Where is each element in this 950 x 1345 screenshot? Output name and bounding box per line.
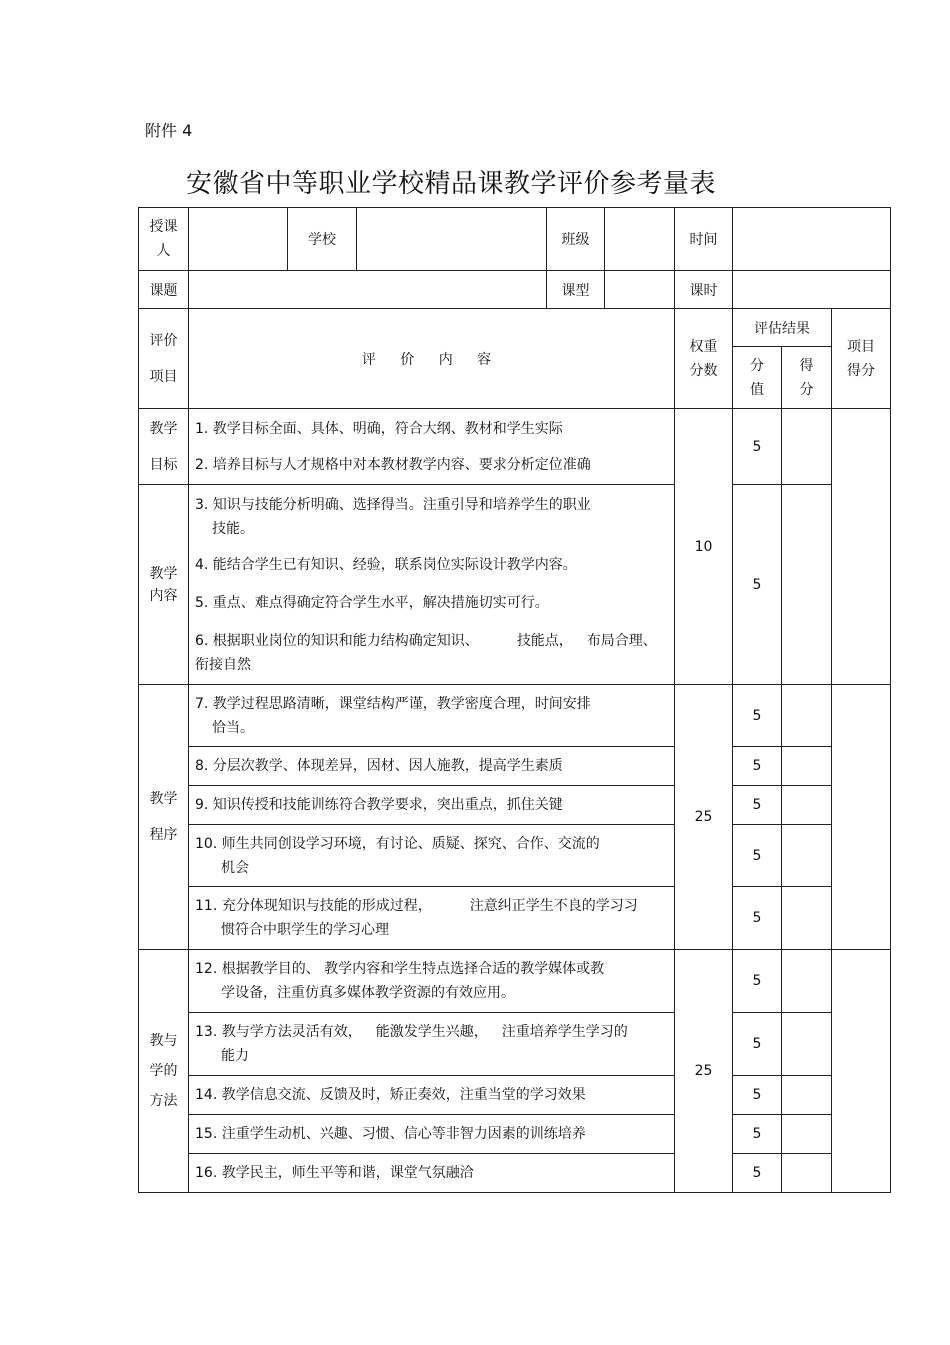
- teacher-label-cell: [139, 208, 189, 271]
- score-content: 5: [733, 485, 782, 685]
- teacher-field[interactable]: [189, 208, 288, 271]
- item-13-part1: 13. 教与学方法灵活有效，: [195, 1024, 362, 1040]
- col-score-got-l1: 得: [799, 357, 814, 374]
- school-label: 学校: [288, 208, 357, 271]
- teacher-label-line1: 授课: [149, 219, 178, 235]
- col-result: 评估结果: [733, 309, 832, 347]
- col-weight-l1: 权重: [689, 338, 718, 355]
- section-content-l1: 教学: [149, 565, 178, 582]
- item-6-line2: 衔接自然: [195, 656, 251, 673]
- item-2: 2. 培养目标与人才规格中对本教材教学内容、要求分析定位准确: [195, 456, 591, 473]
- score-12: 5: [733, 950, 782, 1013]
- hours-field[interactable]: [733, 271, 891, 309]
- item-4: 4. 能结合学生已有知识、经验，联系岗位实际设计教学内容。: [195, 556, 577, 573]
- section-method-l3: 方法: [149, 1093, 178, 1109]
- attachment-label: 附件 4: [145, 121, 193, 140]
- item-11: [189, 887, 675, 950]
- section-method-l2: 学的: [149, 1063, 178, 1079]
- col-weight: [675, 309, 733, 409]
- col-eval-item: [139, 309, 189, 409]
- item-13: [189, 1013, 675, 1076]
- section-goal-l1: 教学: [149, 420, 178, 437]
- score-goal: 5: [733, 409, 782, 485]
- item-16: 16. 教学民主，师生平等和谐，课堂气氛融洽: [189, 1154, 675, 1193]
- score-7: 5: [733, 685, 782, 747]
- item-13-part2: 能激发学生兴趣，: [375, 1024, 488, 1040]
- project-score-process-field[interactable]: [832, 685, 891, 950]
- teacher-label-line2: 人: [156, 243, 171, 259]
- got-8-field[interactable]: [782, 747, 832, 786]
- weight-goal-content: 10: [675, 409, 733, 685]
- got-11-field[interactable]: [782, 887, 832, 950]
- school-field[interactable]: [357, 208, 547, 271]
- section-process-l1: 教学: [149, 791, 178, 807]
- item-8: 8. 分层次教学、体现差异，因材、因人施教，提高学生素质: [189, 747, 675, 786]
- item-6-part3: 布局合理、: [586, 632, 657, 649]
- project-score-method-field[interactable]: [832, 950, 891, 1193]
- got-goal-field[interactable]: [782, 409, 832, 485]
- item-5: 5. 重点、难点得确定符合学生水平，解决措施切实可行。: [195, 594, 549, 611]
- col-eval-item-l2: 项目: [149, 368, 178, 385]
- col-eval-item-l1: 评价: [149, 332, 178, 349]
- col-score-got-l2: 分: [799, 381, 814, 398]
- item-11-part1: 11. 充分体现知识与技能的形成过程，: [195, 898, 432, 914]
- type-field[interactable]: [605, 271, 675, 309]
- item-3: [189, 493, 674, 541]
- evaluation-table: [138, 207, 891, 1193]
- score-11: 5: [733, 887, 782, 950]
- col-project-score: [832, 309, 891, 409]
- score-8: 5: [733, 747, 782, 786]
- got-12-field[interactable]: [782, 950, 832, 1013]
- time-field[interactable]: [733, 208, 891, 271]
- item-12-line2: 学设备，注重仿真多媒体教学资源的有效应用。: [221, 985, 515, 1001]
- item-6-part2: 技能点，: [516, 632, 573, 649]
- weight-process: 25: [675, 685, 733, 950]
- document-title: 安徽省中等职业学校精品课教学评价参考量表: [186, 169, 717, 199]
- item-7: [189, 685, 675, 747]
- col-weight-l2: 分数: [689, 362, 718, 379]
- item-10-line2: 机会: [221, 859, 249, 876]
- score-13: 5: [733, 1013, 782, 1076]
- item-3-line1: 3. 知识与技能分析明确、选择得当。注重引导和培养学生的职业: [195, 496, 591, 513]
- item-14: 14. 教学信息交流、反馈及时，矫正奏效，注重当堂的学习效果: [189, 1076, 675, 1115]
- class-field[interactable]: [605, 208, 675, 271]
- item-12-line1: 12. 根据教学目的、 教学内容和学生特点选择合适的教学媒体或教: [195, 961, 605, 977]
- got-16-field[interactable]: [782, 1154, 832, 1193]
- section-content-label: [139, 485, 189, 685]
- weight-method: 25: [675, 950, 733, 1193]
- section-method-label: [139, 950, 189, 1193]
- got-13-field[interactable]: [782, 1013, 832, 1076]
- time-label: 时间: [675, 208, 733, 271]
- col-eval-content-label: 评 价 内 容: [361, 351, 502, 368]
- score-10: 5: [733, 825, 782, 887]
- score-9: 5: [733, 786, 782, 825]
- item-7-line2: 恰当。: [212, 719, 254, 736]
- topic-field[interactable]: [189, 271, 547, 309]
- item-9: 9. 知识传授和技能训练符合教学要求，突出重点，抓住关键: [189, 786, 675, 825]
- item-3-line2: 技能。: [212, 520, 254, 537]
- section-goal-label: [139, 409, 189, 485]
- section-method-l1: 教与: [149, 1033, 178, 1049]
- got-content-field[interactable]: [782, 485, 832, 685]
- item-6: [189, 629, 674, 677]
- col-project-score-l2: 得分: [847, 362, 875, 379]
- col-project-score-l1: 项目: [847, 338, 875, 355]
- class-label: 班级: [547, 208, 605, 271]
- item-11-line2: 惯符合中职学生的学习心理: [221, 922, 389, 938]
- col-score-value: [733, 347, 782, 409]
- section-goal-l2: 目标: [149, 456, 178, 473]
- score-16: 5: [733, 1154, 782, 1193]
- project-score-goal-field[interactable]: [832, 409, 891, 685]
- topic-label: 课题: [139, 271, 189, 309]
- got-10-field[interactable]: [782, 825, 832, 887]
- type-label: 课型: [547, 271, 605, 309]
- got-15-field[interactable]: [782, 1115, 832, 1154]
- section-process-label: [139, 685, 189, 950]
- item-10-line1: 10. 师生共同创设学习环境，有讨论、质疑、探究、合作、交流的: [195, 835, 600, 852]
- item-10: [189, 825, 675, 887]
- item-13-part3: 注重培养学生学习的: [501, 1024, 628, 1040]
- section-content-l2: 内容: [149, 587, 178, 604]
- item-7-line1: 7. 教学过程思路清晰，课堂结构严谨，教学密度合理，时间安排: [195, 695, 591, 712]
- item-11-part2: 注意纠正学生不良的学习习: [469, 898, 638, 914]
- item-13-line2: 能力: [221, 1048, 249, 1064]
- score-14: 5: [733, 1076, 782, 1115]
- hours-label: 课时: [675, 271, 733, 309]
- score-15: 5: [733, 1115, 782, 1154]
- section-process-l2: 程序: [149, 827, 178, 843]
- item-15: 15. 注重学生动机、兴趣、习惯、信心等非智力因素的训练培养: [189, 1115, 675, 1154]
- col-score-value-l2: 值: [750, 381, 764, 398]
- got-7-field[interactable]: [782, 685, 832, 747]
- item-12: [189, 950, 675, 1013]
- item-1: 1. 教学目标全面、具体、明确，符合大纲、教材和学生实际: [195, 420, 563, 437]
- col-eval-content: [189, 309, 675, 409]
- item-6-part1: 6. 根据职业岗位的知识和能力结构确定知识、: [195, 632, 479, 649]
- section-goal-items: [189, 409, 675, 485]
- section-content-items: [189, 485, 675, 685]
- got-9-field[interactable]: [782, 786, 832, 825]
- col-score-got: [782, 347, 832, 409]
- got-14-field[interactable]: [782, 1076, 832, 1115]
- col-score-value-l1: 分: [750, 357, 764, 374]
